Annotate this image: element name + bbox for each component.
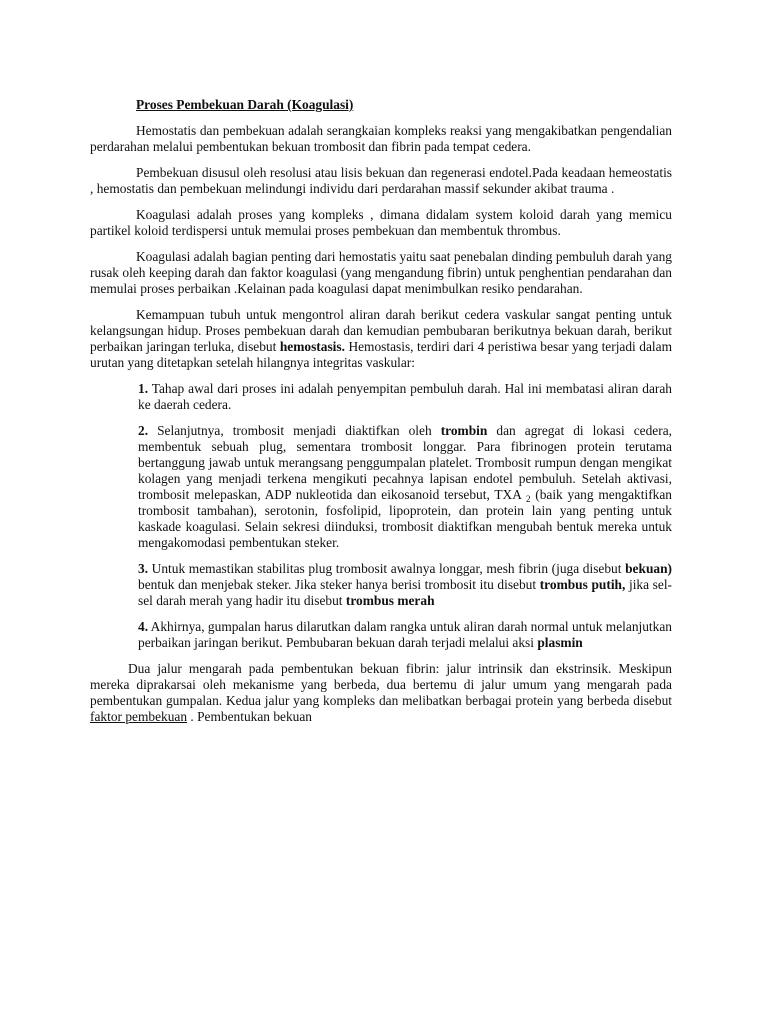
paragraph-pembekuan: Pembekuan disusul oleh resolusi atau lisis bekuan dan regenerasi endotel.Pada keadaan hemeostatis , hemostatis dan pembekuan melindungi individu dari perdarahan massif sekunder akibat trauma .: [90, 165, 672, 196]
text-span: Hemostasis, terdiri dari 4 peristiwa besar yang terjadi dalam urutan yang ditetapkan setelah hilangnya integritas vaskular:: [90, 339, 672, 370]
text-span: (baik yang mengaktifkan trombosit tambahan), serotonin, fosfolipid, lipoprotein, dan protein lain yang penting untuk kaskade koagulasi. Selain sekresi diinduksi, trombosit diaktifkan mengubah bentuk mereka untuk mengakomodasi pembentukan steker.: [138, 487, 672, 550]
text-span: Untuk memastikan stabilitas plug trombosit awalnya longgar, mesh fibrin (juga disebut: [148, 561, 626, 576]
list-item-1: [138, 381, 672, 413]
text-span: bentuk dan menjebak steker. Jika steker hanya berisi trombosit itu disebut: [138, 577, 540, 592]
list-number: 2.: [138, 423, 149, 438]
paragraph-dua-jalur: [90, 661, 672, 725]
list-number: 3.: [138, 561, 149, 576]
paragraph-hemostatis: Hemostatis dan pembekuan adalah serangkaian kompleks reaksi yang mengakibatkan pengendalian perdarahan melalui pembentukan bekuan trombosit dan fibrin pada tempat cedera.: [90, 123, 672, 154]
text-span: Selanjutnya, trombosit menjadi diaktifkan oleh: [148, 423, 441, 438]
paragraph-kemampuan-tubuh: [90, 307, 672, 371]
document-title: Proses Pembekuan Darah (Koagulasi): [136, 97, 354, 112]
term-plasmin: plasmin: [537, 635, 583, 650]
list-item-2: [138, 423, 672, 551]
text-span: jika sel-sel darah merah yang hadir itu disebut: [138, 577, 673, 608]
paragraph-koagulasi-bagian: Koagulasi adalah bagian penting dari hemostatis yaitu saat penebalan dinding pembuluh darah yang rusak oleh keeping darah dan faktor koagulasi (yang mengandung fibrin) untuk penghentian pendarahan dan memulai proses perbaikan .Kelainan pada koagulasi dapat menimbulkan resiko pendarahan.: [90, 249, 672, 296]
term-trombin: trombin: [440, 423, 488, 438]
list-number: 4.: [138, 619, 149, 634]
paragraph-koagulasi-proses: Koagulasi adalah proses yang kompleks , dimana didalam system koloid darah yang memicu partikel koloid terdispersi untuk memulai proses pembekuan dan membentuk thrombus.: [90, 207, 672, 238]
link-faktor-pembekuan[interactable]: faktor pembekuan: [90, 709, 188, 724]
term-bekuan: bekuan): [625, 561, 672, 576]
list-number: 1.: [138, 381, 149, 396]
term-hemostasis: hemostasis.: [279, 339, 345, 354]
text-span: Dua jalur mengarah pada pembentukan bekuan fibrin: jalur intrinsik dan ekstrinsik. Meskipun mereka diprakarsai oleh mekanisme yang berbeda, dua bertemu di jalur umum yang mengarah pada pembentukan gumpalan. Kedua jalur yang kompleks dan melibatkan berbagai protein yang berbeda disebut: [90, 661, 672, 708]
list-item-4: [138, 619, 672, 651]
text-span: Tahap awal dari proses ini adalah penyempitan pembuluh darah. Hal ini membatasi aliran darah ke daerah cedera.: [138, 381, 672, 412]
subscript: 2: [525, 494, 531, 504]
text-span: Kemampuan tubuh untuk mengontrol aliran darah berikut cedera vaskular sangat penting untuk kelangsungan hidup. Proses pembekuan darah dan kemudian pembubaran berikutnya bekuan darah, berikut perbaikan jaringan terluka, disebut: [90, 307, 672, 354]
text-span: Akhirnya, gumpalan harus dilarutkan dalam rangka untuk aliran darah normal untuk melanjutkan perbaikan jaringan berikut. Pembubaran bekuan darah terjadi melalui aksi: [138, 619, 672, 650]
list-item-3: [138, 561, 672, 609]
document-body: [90, 123, 672, 735]
text-span: dan agregat di lokasi cedera, membentuk sebuah plug, sementara trombosit longgar. Para fibrinogen protein terutama bertanggung jawab untuk merangsang penggumpalan platelet. Trombosit rumpun dengan mengikat kolagen yang menjadi terkena mengikuti pecahnya lapisan endotel pembuluh. Setelah aktivasi, trombosit melepaskan, ADP nukleotida dan eikosanoid tersebut, TXA: [138, 423, 672, 502]
term-trombus-merah: trombus merah: [345, 593, 435, 608]
text-span: . Pembentukan bekuan: [187, 709, 312, 724]
term-trombus-putih: trombus putih,: [539, 577, 626, 592]
